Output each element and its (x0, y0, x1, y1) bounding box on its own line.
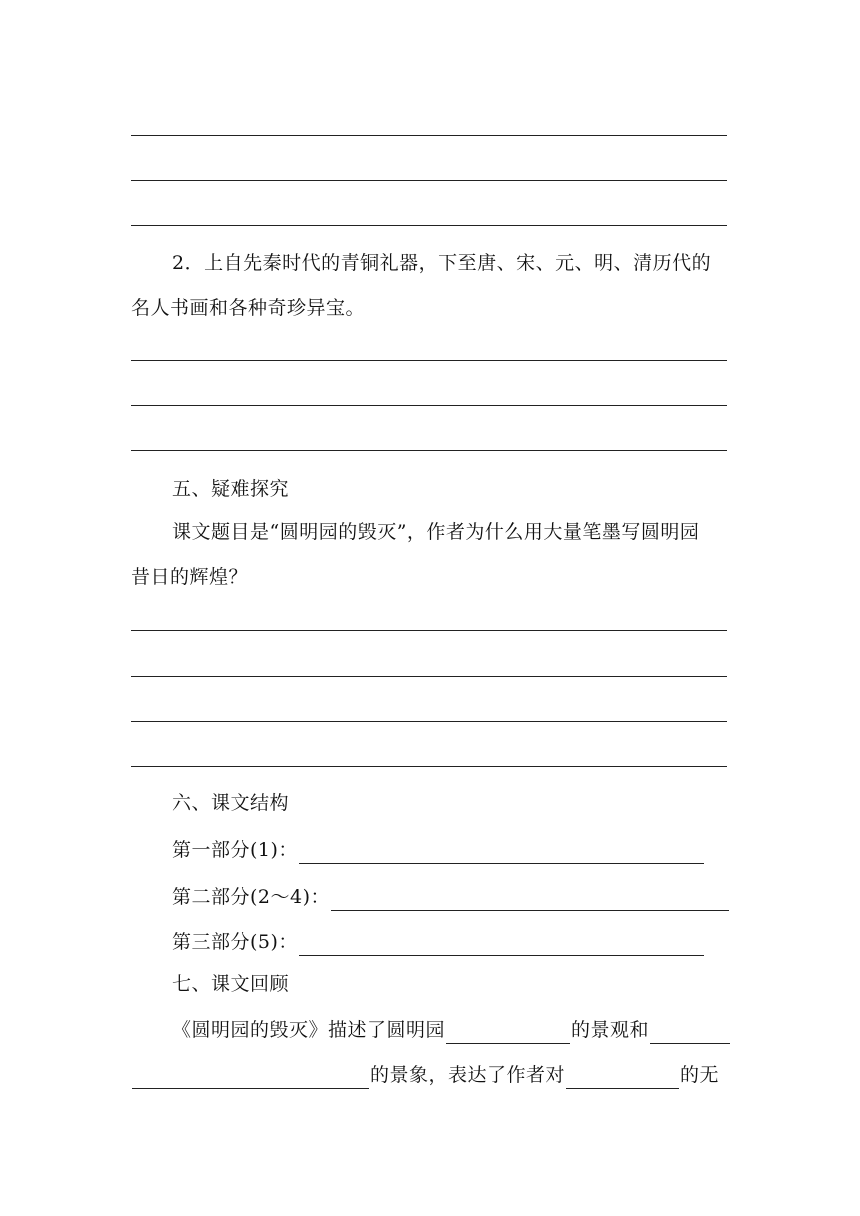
answer-line[interactable] (131, 360, 727, 361)
answer-line[interactable] (131, 405, 727, 406)
review-line-2 (131, 1061, 719, 1089)
structure-part-3 (172, 928, 705, 956)
structure-part-1-blank[interactable] (299, 843, 704, 864)
question-2-line-1: 2．上自先秦时代的青铜礼器，下至唐、宋、元、明、清历代的 (172, 252, 712, 274)
review-text-2: 的景观和 (571, 1019, 650, 1041)
review-blank-2[interactable] (650, 1023, 730, 1044)
answer-line[interactable] (131, 180, 727, 181)
structure-part-1 (172, 836, 705, 864)
review-blank-1[interactable] (446, 1023, 570, 1044)
answer-line[interactable] (131, 676, 727, 677)
review-blank-4[interactable] (566, 1068, 679, 1089)
structure-part-2 (172, 883, 730, 911)
section-5-question-line-1: 课文题目是“圆明园的毁灭”，作者为什么用大量笔墨写圆明园 (172, 521, 700, 543)
answer-line[interactable] (131, 630, 727, 631)
review-blank-3[interactable] (132, 1068, 369, 1089)
structure-part-2-label: 第二部分(2～4)： (172, 886, 331, 908)
structure-part-1-label: 第一部分(1)： (172, 839, 298, 861)
section-7-heading: 七、课文回顾 (172, 973, 290, 995)
structure-part-3-blank[interactable] (299, 935, 704, 956)
answer-line[interactable] (131, 225, 727, 226)
question-2-line-2: 名人书画和各种奇珍异宝。 (131, 297, 366, 319)
review-text-1: 《圆明园的毁灭》描述了圆明园 (172, 1019, 446, 1041)
section-5-heading: 五、疑难探究 (172, 478, 290, 500)
review-text-3: 的景象，表达了作者对 (370, 1064, 566, 1086)
section-6-heading: 六、课文结构 (172, 792, 290, 814)
section-5-question-line-2: 昔日的辉煌？ (131, 566, 249, 588)
answer-line[interactable] (131, 135, 727, 136)
answer-line[interactable] (131, 721, 727, 722)
structure-part-3-label: 第三部分(5)： (172, 931, 298, 953)
answer-line[interactable] (131, 766, 727, 767)
answer-line[interactable] (131, 450, 727, 451)
structure-part-2-blank[interactable] (331, 890, 729, 911)
review-line-1 (172, 1016, 731, 1044)
review-text-4: 的无 (680, 1064, 720, 1086)
